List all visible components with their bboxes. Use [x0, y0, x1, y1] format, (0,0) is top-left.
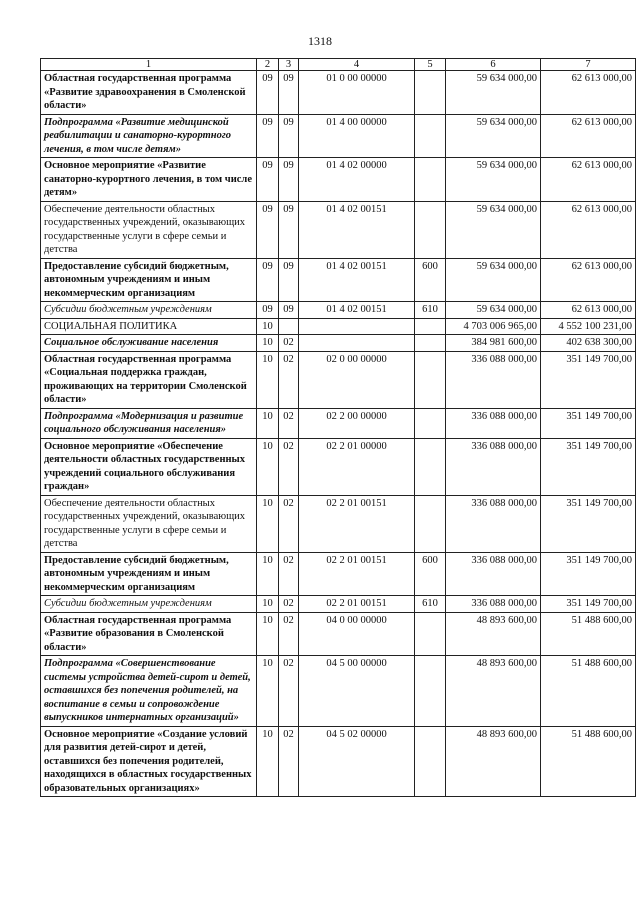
row-amount-year1-cell: 59 634 000,00 [446, 158, 541, 202]
row-target-code-cell [299, 318, 415, 335]
row-subsection-cell: 09 [279, 258, 299, 302]
row-amount-year1-cell: 384 981 600,00 [446, 335, 541, 352]
row-name-cell: Основное мероприятие «Создание условий для развития детей-сирот и детей, оставшихся без попечения родителей, находящихся в областных государственных образовательных организациях» [41, 726, 257, 797]
row-amount-year2-cell: 351 149 700,00 [541, 495, 636, 552]
row-subsection-cell [279, 318, 299, 335]
row-expense-type-cell: 610 [415, 596, 446, 613]
row-name-cell: Областная государственная программа «Социальная поддержка граждан, проживающих на территории Смоленской области» [41, 351, 257, 408]
column-number-row [41, 59, 636, 71]
column-header: 5 [415, 59, 446, 71]
row-amount-year1-cell: 48 893 600,00 [446, 612, 541, 656]
row-target-code-cell: 02 2 01 00151 [299, 552, 415, 596]
table-row [41, 596, 636, 613]
row-expense-type-cell: 600 [415, 258, 446, 302]
row-target-code-cell: 01 4 02 00151 [299, 201, 415, 258]
row-target-code-cell: 04 0 00 00000 [299, 612, 415, 656]
row-subsection-cell: 09 [279, 71, 299, 115]
row-target-code-cell: 02 2 01 00151 [299, 495, 415, 552]
row-amount-year2-cell: 51 488 600,00 [541, 656, 636, 727]
row-amount-year2-cell: 62 613 000,00 [541, 71, 636, 115]
row-expense-type-cell [415, 114, 446, 158]
row-name-cell: Областная государственная программа «Развитие образования в Смоленской области» [41, 612, 257, 656]
row-amount-year2-cell: 4 552 100 231,00 [541, 318, 636, 335]
row-amount-year2-cell: 351 149 700,00 [541, 408, 636, 438]
table-row [41, 726, 636, 797]
row-target-code-cell: 02 2 01 00000 [299, 438, 415, 495]
row-name-cell: Подпрограмма «Модернизация и развитие социального обслуживания населения» [41, 408, 257, 438]
row-amount-year1-cell: 336 088 000,00 [446, 408, 541, 438]
row-section-cell: 10 [257, 438, 279, 495]
row-subsection-cell: 02 [279, 495, 299, 552]
row-name-cell: Предоставление субсидий бюджетным, автономным учреждениям и иным некоммерческим организациям [41, 552, 257, 596]
row-subsection-cell: 02 [279, 726, 299, 797]
row-amount-year2-cell: 402 638 300,00 [541, 335, 636, 352]
row-amount-year1-cell: 336 088 000,00 [446, 351, 541, 408]
row-target-code-cell: 01 4 02 00000 [299, 158, 415, 202]
row-expense-type-cell: 600 [415, 552, 446, 596]
table-row [41, 158, 636, 202]
row-subsection-cell: 02 [279, 656, 299, 727]
table-row [41, 495, 636, 552]
row-subsection-cell: 09 [279, 158, 299, 202]
row-subsection-cell: 02 [279, 408, 299, 438]
row-target-code-cell: 02 2 00 00000 [299, 408, 415, 438]
page-number: 1318 [308, 34, 332, 48]
row-section-cell: 10 [257, 596, 279, 613]
row-section-cell: 10 [257, 318, 279, 335]
row-expense-type-cell [415, 351, 446, 408]
row-subsection-cell: 02 [279, 596, 299, 613]
row-amount-year1-cell: 336 088 000,00 [446, 495, 541, 552]
row-amount-year1-cell: 336 088 000,00 [446, 438, 541, 495]
row-expense-type-cell [415, 438, 446, 495]
row-target-code-cell: 01 4 02 00151 [299, 258, 415, 302]
row-amount-year1-cell: 336 088 000,00 [446, 596, 541, 613]
row-subsection-cell: 09 [279, 114, 299, 158]
row-section-cell: 09 [257, 258, 279, 302]
row-amount-year2-cell: 351 149 700,00 [541, 351, 636, 408]
row-amount-year1-cell: 48 893 600,00 [446, 726, 541, 797]
row-amount-year2-cell: 51 488 600,00 [541, 726, 636, 797]
row-target-code-cell: 04 5 02 00000 [299, 726, 415, 797]
row-name-cell: Обеспечение деятельности областных государственных учреждений, оказывающих государственные услуги в сфере семьи и детства [41, 201, 257, 258]
row-target-code-cell: 04 5 00 00000 [299, 656, 415, 727]
row-name-cell: Основное мероприятие «Развитие санаторно-курортного лечения, в том числе детям» [41, 158, 257, 202]
row-target-code-cell: 02 2 01 00151 [299, 596, 415, 613]
row-section-cell: 10 [257, 726, 279, 797]
row-amount-year1-cell: 336 088 000,00 [446, 552, 541, 596]
table-row [41, 71, 636, 115]
row-target-code-cell: 01 0 00 00000 [299, 71, 415, 115]
row-amount-year2-cell: 51 488 600,00 [541, 612, 636, 656]
row-amount-year2-cell: 62 613 000,00 [541, 302, 636, 319]
row-name-cell: Областная государственная программа «Развитие здравоохранения в Смоленской области» [41, 71, 257, 115]
table-row [41, 351, 636, 408]
row-amount-year2-cell: 62 613 000,00 [541, 158, 636, 202]
column-header: 6 [446, 59, 541, 71]
row-expense-type-cell [415, 726, 446, 797]
row-subsection-cell: 02 [279, 612, 299, 656]
row-amount-year2-cell: 351 149 700,00 [541, 596, 636, 613]
row-subsection-cell: 02 [279, 438, 299, 495]
table-row [41, 408, 636, 438]
row-section-cell: 09 [257, 302, 279, 319]
row-subsection-cell: 09 [279, 302, 299, 319]
row-expense-type-cell [415, 335, 446, 352]
row-expense-type-cell: 610 [415, 302, 446, 319]
row-expense-type-cell [415, 201, 446, 258]
row-section-cell: 09 [257, 201, 279, 258]
row-section-cell: 10 [257, 552, 279, 596]
table-row [41, 552, 636, 596]
row-amount-year2-cell: 62 613 000,00 [541, 114, 636, 158]
row-section-cell: 09 [257, 71, 279, 115]
column-header: 1 [41, 59, 257, 71]
row-subsection-cell: 02 [279, 351, 299, 408]
row-subsection-cell: 02 [279, 335, 299, 352]
row-expense-type-cell [415, 495, 446, 552]
row-subsection-cell: 02 [279, 552, 299, 596]
table-body [41, 71, 636, 797]
row-subsection-cell: 09 [279, 201, 299, 258]
row-section-cell: 10 [257, 351, 279, 408]
row-amount-year1-cell: 59 634 000,00 [446, 71, 541, 115]
row-amount-year1-cell: 59 634 000,00 [446, 258, 541, 302]
table-row [41, 201, 636, 258]
column-header: 4 [299, 59, 415, 71]
row-amount-year1-cell: 59 634 000,00 [446, 114, 541, 158]
row-expense-type-cell [415, 656, 446, 727]
table-row [41, 656, 636, 727]
row-name-cell: СОЦИАЛЬНАЯ ПОЛИТИКА [41, 318, 257, 335]
row-section-cell: 10 [257, 656, 279, 727]
row-amount-year1-cell: 59 634 000,00 [446, 302, 541, 319]
row-expense-type-cell [415, 318, 446, 335]
budget-table [40, 58, 636, 797]
row-amount-year2-cell: 351 149 700,00 [541, 552, 636, 596]
row-amount-year1-cell: 59 634 000,00 [446, 201, 541, 258]
row-section-cell: 10 [257, 495, 279, 552]
row-amount-year1-cell: 48 893 600,00 [446, 656, 541, 727]
row-target-code-cell: 01 4 00 00000 [299, 114, 415, 158]
row-name-cell: Субсидии бюджетным учреждениям [41, 302, 257, 319]
column-header: 7 [541, 59, 636, 71]
row-section-cell: 09 [257, 158, 279, 202]
row-expense-type-cell [415, 158, 446, 202]
row-section-cell: 10 [257, 612, 279, 656]
row-section-cell: 09 [257, 114, 279, 158]
row-target-code-cell: 01 4 02 00151 [299, 302, 415, 319]
table-row [41, 318, 636, 335]
column-header: 3 [279, 59, 299, 71]
row-target-code-cell: 02 0 00 00000 [299, 351, 415, 408]
row-amount-year1-cell: 4 703 006 965,00 [446, 318, 541, 335]
row-expense-type-cell [415, 71, 446, 115]
table-row [41, 335, 636, 352]
table-row [41, 612, 636, 656]
row-amount-year2-cell: 62 613 000,00 [541, 201, 636, 258]
row-name-cell: Социальное обслуживание населения [41, 335, 257, 352]
column-header: 2 [257, 59, 279, 71]
table-row [41, 438, 636, 495]
row-name-cell: Субсидии бюджетным учреждениям [41, 596, 257, 613]
row-expense-type-cell [415, 408, 446, 438]
row-name-cell: Подпрограмма «Развитие медицинской реабилитации и санаторно-курортного лечения, в том числе детям» [41, 114, 257, 158]
table-row [41, 114, 636, 158]
row-name-cell: Основное мероприятие «Обеспечение деятельности областных государственных учреждений социального обслуживания граждан» [41, 438, 257, 495]
table-row [41, 258, 636, 302]
row-name-cell: Обеспечение деятельности областных государственных учреждений, оказывающих государственные услуги в сфере семьи и детства [41, 495, 257, 552]
row-expense-type-cell [415, 612, 446, 656]
row-section-cell: 10 [257, 408, 279, 438]
row-name-cell: Предоставление субсидий бюджетным, автономным учреждениям и иным некоммерческим организациям [41, 258, 257, 302]
row-amount-year2-cell: 351 149 700,00 [541, 438, 636, 495]
row-name-cell: Подпрограмма «Совершенствование системы устройства детей-сирот и детей, оставшихся без попечения родителей, на воспитание в семьи и сопровождение выпускников интернатных организаций» [41, 656, 257, 727]
row-target-code-cell [299, 335, 415, 352]
row-amount-year2-cell: 62 613 000,00 [541, 258, 636, 302]
row-section-cell: 10 [257, 335, 279, 352]
table-row [41, 302, 636, 319]
